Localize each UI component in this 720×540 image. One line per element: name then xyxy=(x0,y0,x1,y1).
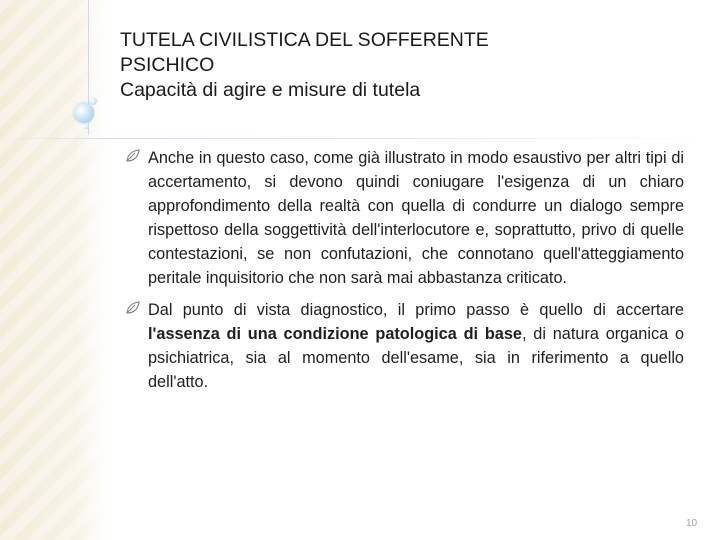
leaf-bullet-icon xyxy=(126,149,140,163)
accent-circle-medium xyxy=(89,97,97,105)
band-stripes xyxy=(0,0,108,540)
horizontal-accent-line xyxy=(0,138,720,139)
paragraph-1-text: Anche in questo caso, come già illustrato in modo esaustivo per altri tipi di accertamento, si devono quindi coniugare l'esigenza di un chiaro approfondimento della realtà con quella di condurre un dialogo sempre rispettoso della soggettività dell'interlocutore e, soprattutto, privo di quelle contestazioni, se non confutazioni, che connotano quell'atteggiamento peritale inquisitorio che non sarà mai abbastanza criticato. xyxy=(148,149,684,287)
paragraph-2-text-a: Dal punto di vista diagnostico, il primo passo è quello di accertare xyxy=(148,301,684,319)
paragraph-2-text-b: , di natura organica o psichiatrica, sia al momento dell'esame, sia in riferimento a quello dell'atto. xyxy=(148,325,684,391)
title-line-1: TUTELA CIVILISTICA DEL SOFFERENTE xyxy=(120,29,489,51)
leaf-bullet-icon xyxy=(126,301,140,315)
title-line-2: PSICHICO xyxy=(120,54,215,76)
slide-title xyxy=(120,28,700,103)
page-number: 10 xyxy=(686,518,698,529)
bullet-paragraph-2 xyxy=(148,298,684,394)
title-line-3: Capacità di agire e misure di tutela xyxy=(120,79,421,101)
paragraph-2-emphasis: l'assenza di una condizione patologica di base xyxy=(148,325,522,343)
slide-body xyxy=(148,146,684,394)
left-decorative-band xyxy=(0,0,108,540)
accent-circle-small xyxy=(84,124,89,129)
bullet-paragraph-1 xyxy=(148,146,684,290)
accent-circle-large xyxy=(74,103,94,123)
